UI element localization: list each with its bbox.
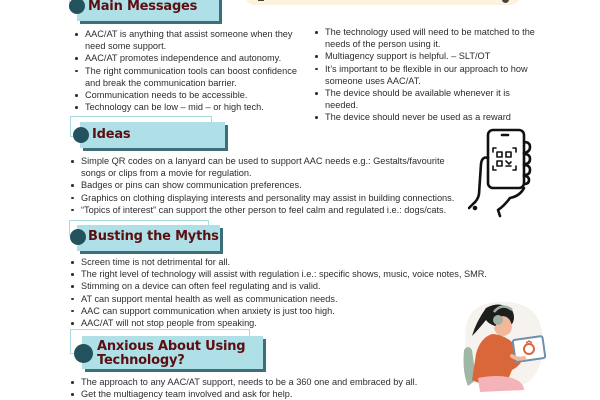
list-item: The device should be available whenever it is needed. <box>314 87 540 111</box>
list-item: AAC/AT promotes independence and autonomy. <box>74 52 300 64</box>
ideas-list <box>70 155 455 216</box>
list-item: It’s important to be flexible in our approach to how someone uses AAC/AT. <box>314 63 540 87</box>
list-item: The approach to any AAC/AT support, needs to be a 360 one and embraced by all. <box>70 376 490 388</box>
list-item: The technology used will need to be matched to the needs of the person using it. <box>314 26 540 50</box>
anxious-list <box>70 376 490 400</box>
list-item: The right level of technology will assist with regulation i.e.: specific shows, music, voice notes, SMR. <box>70 268 490 280</box>
list-item: The right communication tools can boost confidence and break the communication barrier. <box>74 65 300 89</box>
list-item: AT can support mental health as well as communication needs. <box>70 293 490 305</box>
list-item: Communication needs to be accessible. <box>74 89 300 101</box>
list-item: AAC/AT is anything that assist someone when they need some support. <box>74 28 300 52</box>
section-title-ideas: Ideas <box>92 127 131 142</box>
list-item: Technology can be low – mid – or high tech. <box>74 101 300 113</box>
list-item: AAC can support communication when anxiety is just too high. <box>70 305 490 317</box>
hand-holding-phone-qr-icon <box>468 128 536 218</box>
list-item: Get the multiagency team involved and ask for help. <box>70 388 490 400</box>
section-title-anxious-line2: Technology? <box>97 353 185 368</box>
girl-with-tablet-headphones-illustration <box>458 298 550 394</box>
list-item: Badges or pins can show communication preferences. <box>70 179 455 191</box>
list-item: Simple QR codes on a lanyard can be used to support AAC needs e.g.: Gestalts/favourite songs or clips from a movie for regulation. <box>70 155 455 179</box>
main-messages-left-list <box>74 28 300 113</box>
list-item: Multiagency support is helpful. – SLT/OT <box>314 50 540 62</box>
section-title-main-messages: Main Messages <box>88 0 198 14</box>
banner-decor-icon <box>258 0 264 1</box>
list-item: Stimming on a device can often feel regulating and is valid. <box>70 280 490 292</box>
main-messages-right-list <box>314 26 540 124</box>
list-item: Screen time is not detrimental for all. <box>70 256 490 268</box>
top-banner <box>245 0 520 5</box>
myths-list <box>70 256 490 329</box>
bullet-circle-icon <box>74 344 93 363</box>
list-item: AAC/AT will not stop people from speaking. <box>70 317 490 329</box>
section-title-myths: Busting the Myths <box>88 229 219 244</box>
bullet-circle-icon <box>70 229 86 245</box>
section-title-anxious-line1: Anxious About Using <box>97 339 246 354</box>
list-item: Graphics on clothing displaying interests and personality may assist in building connections. <box>70 192 455 204</box>
list-item: “Topics of interest” can support the other person to feel calm and regulated i.e.: dogs/cats. <box>70 204 455 216</box>
bullet-circle-icon <box>73 127 89 143</box>
list-item: The device should never be used as a reward <box>314 111 540 123</box>
